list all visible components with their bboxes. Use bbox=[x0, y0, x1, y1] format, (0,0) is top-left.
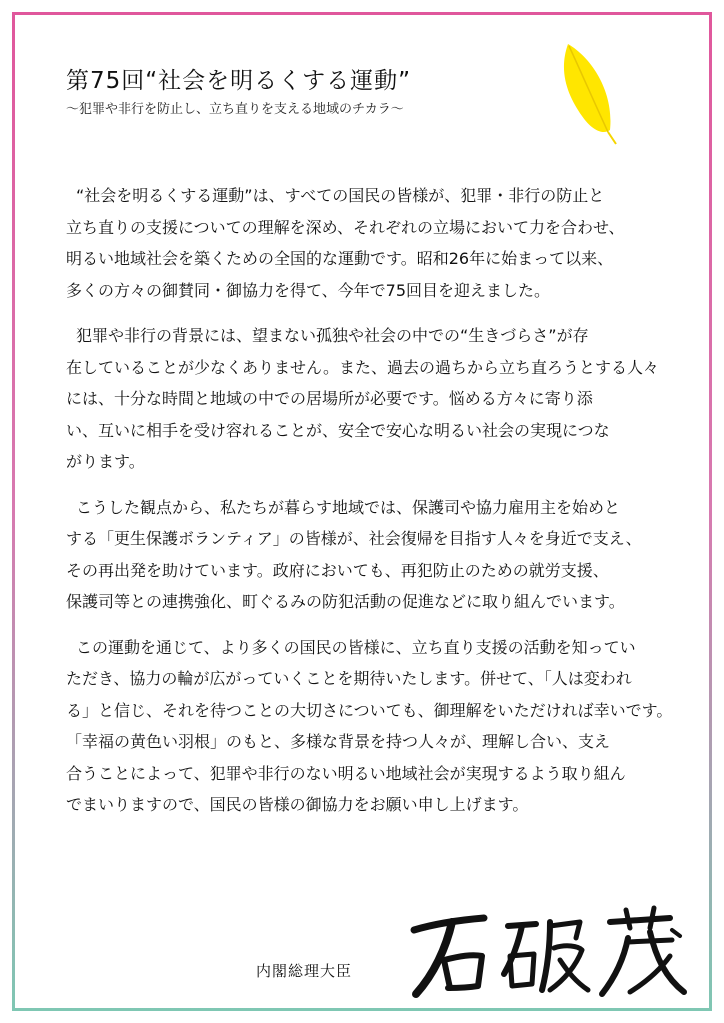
paragraph-line: その再出発を助けています。政府においても、再犯防止のための就労支援、 bbox=[66, 560, 609, 580]
paragraph-line: がります。 bbox=[66, 452, 145, 471]
paragraph-line: 立ち直りの支援についての理解を深め、それぞれの立場において力を合わせ、 bbox=[66, 217, 625, 237]
paragraph-line: 保護司等との連携強化、町ぐるみの防犯活動の促進などに取り組んでいます。 bbox=[66, 592, 625, 611]
handwritten-signature bbox=[404, 904, 690, 1000]
document-title: 第75回“社会を明るくする運動” bbox=[66, 68, 412, 94]
paragraph-line: 明るい地域社会を築くための全国的な運動です。昭和26年に始まって以来、 bbox=[66, 249, 614, 268]
paragraph-line: 「幸福の黄色い羽根」のもと、多様な背景を持つ人々が、理解し合い、支え bbox=[66, 732, 611, 751]
paragraph-line: る」と信じ、それを待つことの大切さについても、御理解をいただければ幸いです。 bbox=[66, 700, 673, 720]
paragraph-line: 犯罪や非行の背景には、望まない孤独や社会の中での“生きづらさ”が存 bbox=[76, 326, 589, 345]
document-subtitle: ～犯罪や非行を防止し、立ち直りを支える地域のチカラ～ bbox=[66, 102, 404, 117]
paragraph bbox=[66, 320, 662, 478]
paragraph bbox=[66, 180, 662, 306]
paragraph-line: 多くの方々の御賛同・御協力を得て、今年で75回目を迎えました。 bbox=[66, 280, 551, 300]
signer-title: 内閣総理大臣 bbox=[256, 962, 353, 980]
paragraph-line: ただき、協力の輪が広がっていくことを期待いたします。併せて、「人は変われ bbox=[66, 669, 632, 688]
message-body bbox=[66, 180, 673, 835]
paragraph-line: には、十分な時間と地域の中での居場所が必要です。悩める方々に寄り添 bbox=[66, 389, 593, 408]
paragraph-line: 在していることが少なくありません。また、過去の過ちから立ち直ろうとする人々 bbox=[66, 357, 659, 377]
paragraph-line: でまいりますので、国民の皆様の御協力をお願い申し上げます。 bbox=[66, 795, 529, 814]
paragraph-line: する「更生保護ボランティア」の皆様が、社会復帰を目指す人々を身近で支え、 bbox=[66, 529, 642, 548]
paragraph-line: この運動を通じて、より多くの国民の皆様に、立ち直り支援の活動を知ってい bbox=[76, 637, 636, 657]
yellow-feather-icon bbox=[538, 36, 622, 148]
paragraph-line: こうした観点から、私たちが暮らす地域では、保護司や協力雇用主を始めと bbox=[76, 497, 621, 517]
paragraph bbox=[66, 492, 662, 618]
paragraph bbox=[66, 632, 673, 821]
paragraph-line: “社会を明るくする運動”は、すべての国民の皆様が、犯罪・非行の防止と bbox=[76, 186, 605, 205]
paragraph-line: 合うことによって、犯罪や非行のない明るい地域社会が実現するよう取り組ん bbox=[66, 763, 626, 783]
paragraph-line: い、互いに相手を受け容れることが、安全で安心な明るい社会の実現につな bbox=[66, 420, 610, 440]
